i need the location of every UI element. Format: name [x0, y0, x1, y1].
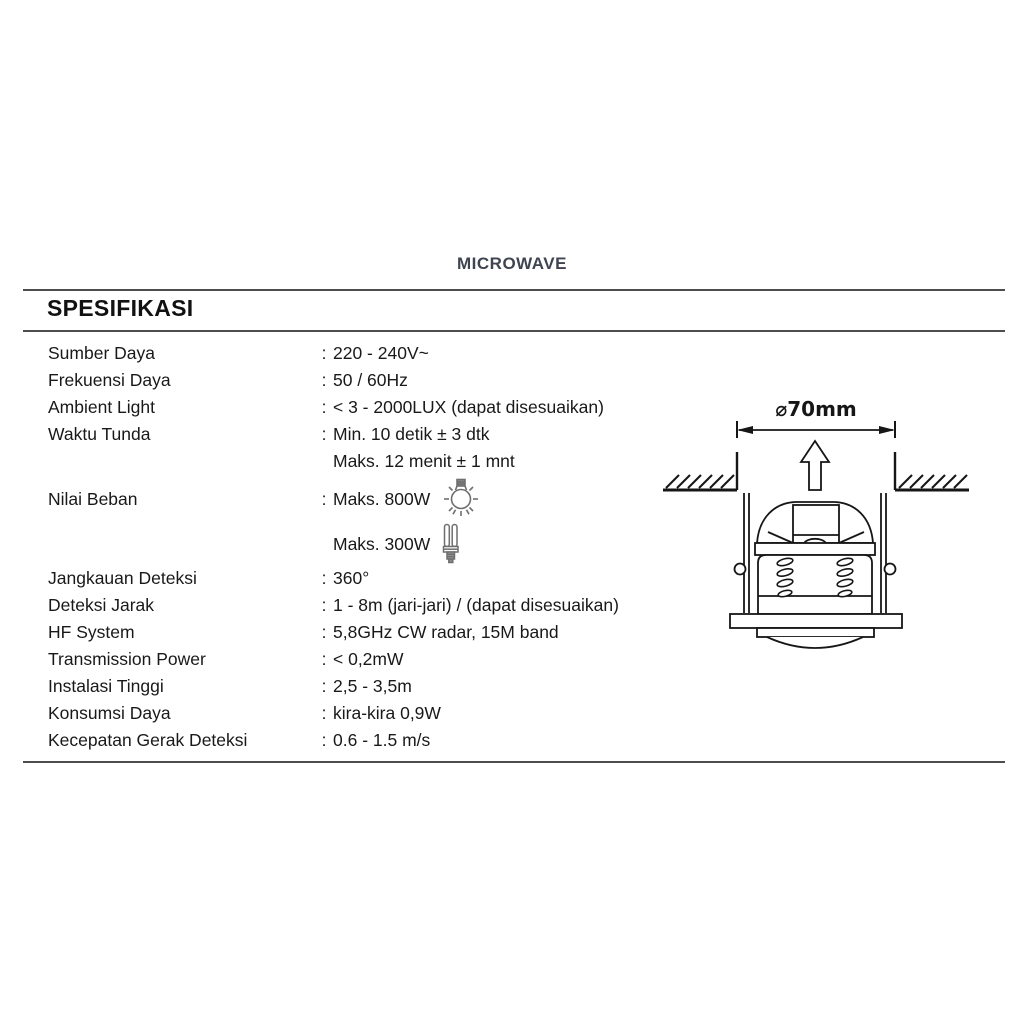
spec-label: Jangkauan Deteksi — [48, 568, 197, 588]
spec-value: Min. 10 detik ± 3 dtk — [333, 424, 490, 444]
dimension-label: ⌀70mm — [775, 397, 857, 421]
spec-colon: : — [321, 568, 327, 588]
spec-value: 50 / 60Hz — [333, 370, 408, 390]
spec-value: 360° — [333, 568, 370, 588]
spec-value: kira-kira 0,9W — [333, 703, 441, 723]
spec-value: < 0,2mW — [333, 649, 404, 669]
section-heading: SPESIFIKASI — [47, 295, 194, 321]
spec-value: 1 - 8m (jari-jari) / (dapat disesuaikan) — [333, 595, 619, 615]
spec-colon: : — [321, 649, 327, 669]
spec-label: Deteksi Jarak — [48, 595, 155, 615]
spec-row — [48, 646, 688, 673]
spec-value: < 3 - 2000LUX (dapat disesuaikan) — [333, 397, 604, 417]
spring-clip-right — [881, 493, 896, 613]
ceiling-section-left — [663, 452, 737, 490]
spec-label: Ambient Light — [48, 397, 156, 417]
spec-colon: : — [321, 730, 327, 750]
spec-value: 220 - 240V~ — [333, 343, 429, 363]
spec-colon: : — [321, 622, 327, 642]
installation-diagram — [660, 385, 990, 665]
spring-clip-left — [735, 493, 750, 613]
spec-label: Frekuensi Daya — [48, 370, 171, 390]
spec-row — [48, 727, 688, 754]
spec-value: Maks. 300W — [333, 533, 431, 554]
spec-label: Sumber Daya — [48, 343, 155, 363]
spec-label: Kecepatan Gerak Deteksi — [48, 730, 248, 750]
spec-value: 0.6 - 1.5 m/s — [333, 730, 431, 750]
ceiling-section-right — [895, 452, 969, 490]
spec-row — [48, 367, 688, 394]
spec-colon: : — [321, 676, 327, 696]
spec-table — [48, 340, 688, 754]
incandescent-bulb-icon — [442, 478, 480, 520]
spec-label: Instalasi Tinggi — [48, 676, 164, 696]
spec-label: Waktu Tunda — [48, 424, 151, 444]
spec-row — [48, 340, 688, 367]
spec-value: 5,8GHz CW radar, 15M band — [333, 622, 559, 642]
sensor-body — [730, 502, 902, 648]
spec-colon: : — [321, 488, 327, 509]
up-arrow-icon — [801, 441, 829, 490]
spec-label: HF System — [48, 622, 135, 642]
spec-colon: : — [321, 703, 327, 723]
spec-colon: : — [321, 424, 327, 444]
spec-colon: : — [321, 370, 327, 390]
cfl-bulb-icon — [442, 523, 460, 565]
spec-value: 2,5 - 3,5m — [333, 676, 412, 696]
spec-row — [48, 475, 688, 523]
spec-colon: : — [321, 595, 327, 615]
spec-row — [48, 592, 688, 619]
spec-label: Nilai Beban — [48, 488, 138, 509]
spec-row — [48, 565, 688, 592]
spec-label: Konsumsi Daya — [48, 703, 171, 723]
spec-row — [48, 523, 688, 565]
spec-label: Transmission Power — [48, 649, 206, 669]
spec-row — [48, 448, 688, 475]
spec-row — [48, 619, 688, 646]
dimension-line — [737, 421, 895, 438]
spec-value: Maks. 12 menit ± 1 mnt — [333, 451, 515, 471]
spec-colon: : — [321, 343, 327, 363]
divider-top — [23, 289, 1005, 291]
divider-middle — [23, 330, 1005, 332]
page-title: MICROWAVE — [457, 254, 567, 273]
spec-row — [48, 673, 688, 700]
spec-row — [48, 700, 688, 727]
spec-row — [48, 394, 688, 421]
divider-bottom — [23, 761, 1005, 763]
spec-colon: : — [321, 397, 327, 417]
spec-row — [48, 421, 688, 448]
spec-value: Maks. 800W — [333, 488, 431, 509]
